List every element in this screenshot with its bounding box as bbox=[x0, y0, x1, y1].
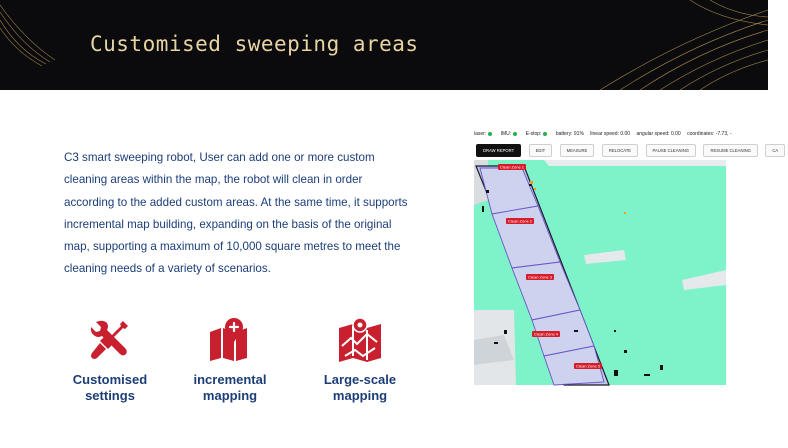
zone-label: Clean Zone 5 bbox=[575, 363, 601, 369]
status-ok-icon bbox=[543, 132, 547, 136]
feature-label-line: settings bbox=[85, 388, 135, 403]
laser-status: laser: bbox=[474, 131, 494, 137]
description-line: C3 smart sweeping robot, User can add one or more custom bbox=[64, 151, 375, 164]
map-pin-plus-icon bbox=[207, 316, 253, 362]
zone-label: Clean Zone 1 bbox=[499, 164, 525, 170]
feature-label bbox=[175, 372, 285, 404]
page-title: Customised sweeping areas bbox=[90, 32, 419, 56]
map-canvas[interactable] bbox=[474, 160, 726, 385]
linear-speed: linear speed: 0.00 bbox=[590, 131, 631, 137]
pause-cleaning-button[interactable]: PAUSE CLEANING bbox=[646, 144, 696, 157]
feature-label-line: mapping bbox=[202, 388, 258, 403]
resume-cleaning-button[interactable]: RESUME CLEANING bbox=[703, 144, 758, 157]
description-line: incremental map building, expanding on the basis of the original bbox=[64, 217, 392, 231]
description-line: map, supporting a maximum of 10,000 square metres to meet the bbox=[64, 240, 401, 254]
feature-customised-settings bbox=[55, 316, 165, 404]
feature-label-line: incremental bbox=[193, 372, 267, 387]
description-line: cleaning needs of a variety of scenarios. bbox=[64, 262, 271, 276]
map-location-icon bbox=[337, 316, 383, 362]
draw-report-button[interactable]: DRAW REPORT bbox=[476, 144, 521, 157]
relocate-button[interactable]: RELOCATE bbox=[602, 144, 638, 157]
feature-label-line: Large-scale bbox=[323, 372, 397, 387]
feature-label-line: mapping bbox=[332, 388, 388, 403]
imu-status: IMU: bbox=[501, 131, 520, 137]
feature-label bbox=[55, 372, 165, 404]
status-bar bbox=[474, 131, 737, 141]
app-toolbar bbox=[476, 144, 788, 156]
feature-incremental-mapping bbox=[175, 316, 285, 404]
measure-button[interactable]: MEASURE bbox=[560, 144, 595, 157]
angular-speed: angular speed: 0.00 bbox=[636, 131, 681, 137]
estop-status: E-stop: bbox=[526, 131, 550, 137]
feature-label bbox=[305, 372, 415, 404]
zone-label: Clean Zone 4 bbox=[533, 331, 559, 337]
description-text bbox=[64, 147, 429, 281]
coordinates: coordinates: -7.73, - bbox=[687, 131, 732, 137]
feature-label-line: Customised bbox=[72, 372, 148, 387]
zone-label: Clean Zone 2 bbox=[507, 218, 533, 224]
status-ok-icon bbox=[513, 132, 517, 136]
edit-button[interactable]: EDIT bbox=[529, 144, 553, 157]
battery-status: battery: 91% bbox=[555, 131, 584, 137]
description-line: according to the added custom areas. At the same time, it supports bbox=[64, 195, 408, 209]
description-line: cleaning areas within the map, the robot will clean in order bbox=[64, 173, 363, 187]
zone-label: Clean Zone 3 bbox=[527, 274, 553, 280]
more-button[interactable]: CA bbox=[765, 144, 785, 157]
status-ok-icon bbox=[488, 132, 492, 136]
tools-icon bbox=[87, 316, 133, 362]
robot-map-app bbox=[474, 126, 779, 385]
feature-large-scale-mapping bbox=[305, 316, 415, 404]
header-banner bbox=[0, 0, 768, 90]
